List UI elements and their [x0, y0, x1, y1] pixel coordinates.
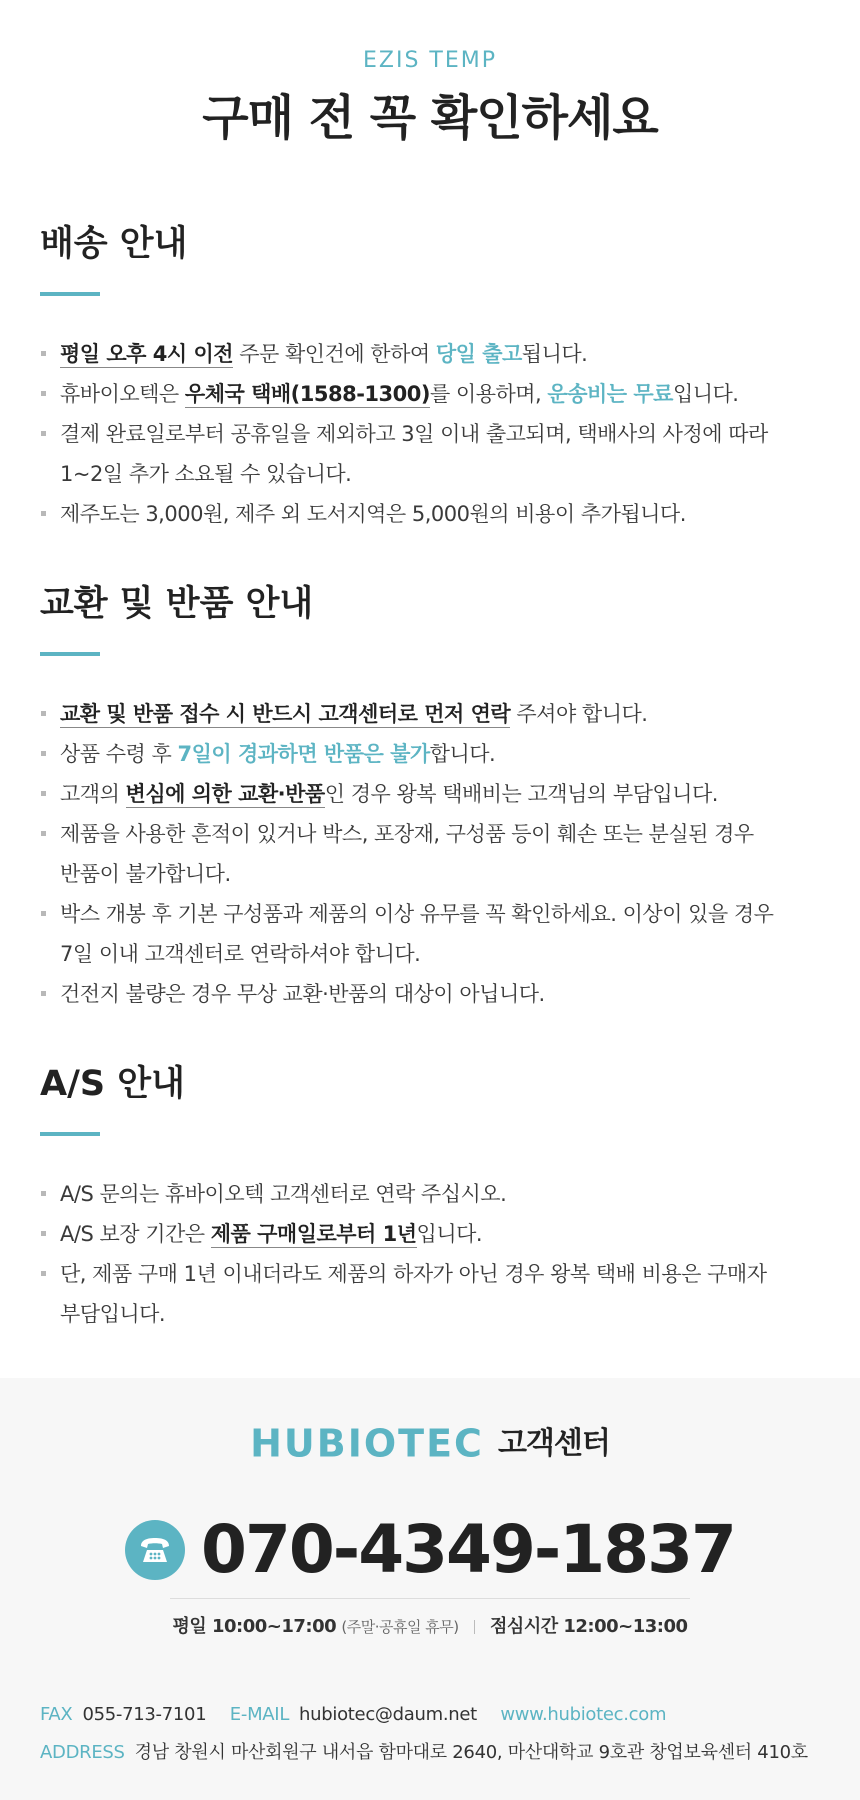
weekday-hours: 평일 10:00~17:00	[172, 1616, 337, 1637]
business-hours	[0, 1612, 860, 1642]
item-text: 됩니다.	[521, 342, 588, 366]
emphasis-text: 제품 구매일로부터 1년	[210, 1222, 417, 1246]
exchange-section	[0, 582, 860, 1014]
as-title: A/S 안내	[40, 1064, 185, 1104]
website-link[interactable]: www.hubiotec.com	[500, 1704, 667, 1725]
list-item	[40, 494, 820, 534]
email-link[interactable]: hubiotec@daum.net	[299, 1704, 477, 1725]
list-item	[40, 334, 820, 374]
email-label: E-MAIL	[229, 1704, 290, 1725]
item-text: 입니다.	[416, 1222, 483, 1246]
address-text: 경남 창원시 마산회원구 내서읍 함마대로 2640, 마산대학교 9호관 창업보육센터 410호	[134, 1742, 808, 1763]
page-title: 구매 전 꼭 확인하세요	[202, 90, 658, 146]
shipping-list	[40, 334, 820, 534]
accent-text: 운송비는 무료	[547, 382, 673, 406]
list-item	[40, 774, 820, 814]
item-text: 단, 제품 구매 1년 이내더라도 제품의 하자가 아닌 경우 왕복 택배 비용은 구매자	[60, 1262, 767, 1286]
item-text: 반품이 불가합니다.	[60, 862, 231, 886]
item-text: 합니다.	[429, 742, 496, 766]
address-line	[40, 1738, 808, 1768]
item-text: 입니다.	[672, 382, 739, 406]
item-text: 7일 이내 고객센터로 연락하셔야 합니다.	[60, 942, 421, 966]
fax-number: 055-713-7101	[82, 1704, 207, 1725]
item-text: 상품 수령 후	[60, 742, 178, 766]
list-item	[40, 814, 820, 894]
list-item	[40, 1174, 820, 1214]
company-logo: HUBIOTEC	[250, 1421, 484, 1466]
separator	[474, 1620, 475, 1634]
item-text: 박스 개봉 후 기본 구성품과 제품의 이상 유무를 꼭 확인하세요. 이상이 있을 경우	[60, 902, 774, 926]
lunch-hours: 점심시간 12:00~13:00	[490, 1616, 688, 1637]
list-item	[40, 894, 820, 974]
shipping-title: 배송 안내	[40, 224, 188, 264]
item-text: 인 경우 왕복 택배비는 고객님의 부담입니다.	[324, 782, 718, 806]
as-section	[0, 1062, 860, 1334]
item-text: 고객의	[60, 782, 126, 806]
item-text: 를 이용하며,	[429, 382, 548, 406]
accent-text: 당일 출고	[435, 342, 522, 366]
customer-center-heading	[0, 1418, 860, 1468]
item-text: 결제 완료일로부터 공휴일을 제외하고 3일 이내 출고되며, 택배사의 사정에 따라	[60, 422, 768, 446]
as-list	[40, 1174, 820, 1334]
section-underline	[40, 292, 100, 296]
item-text: 부담입니다.	[60, 1302, 166, 1326]
emphasis-text: 변심에 의한 교환·반품	[125, 782, 325, 806]
item-text: 제주도는 3,000원, 제주 외 도서지역은 5,000원의 비용이 추가됩니다.	[60, 502, 686, 526]
list-item	[40, 974, 820, 1014]
list-item	[40, 1254, 820, 1334]
item-text: 1~2일 추가 소요될 수 있습니다.	[60, 462, 352, 486]
phone-number[interactable]: 070-4349-1837	[201, 1511, 735, 1588]
item-text: 제품을 사용한 흔적이 있거나 박스, 포장재, 구성품 등이 훼손 또는 분실된 경우	[60, 822, 754, 846]
holiday-note: (주말·공휴일 휴무)	[341, 1618, 459, 1636]
emphasis-text: 우체국 택배(1588-1300)	[184, 382, 430, 406]
item-text: 휴바이오텍은	[60, 382, 185, 406]
fax-label: FAX	[40, 1704, 73, 1725]
accent-text: 7일이 경과하면 반품은 불가	[177, 742, 430, 766]
address-label: ADDRESS	[40, 1742, 125, 1763]
phone-icon	[125, 1520, 185, 1580]
emphasis-text: 교환 및 반품 접수 시 반드시 고객센터로 먼저 연락	[60, 702, 511, 726]
exchange-list	[40, 694, 820, 1014]
item-text: A/S 문의는 휴바이오텍 고객센터로 연락 주십시오.	[60, 1182, 507, 1206]
customer-center-label: 고객센터	[497, 1425, 610, 1461]
phone-row	[0, 1510, 860, 1590]
list-item	[40, 414, 820, 494]
section-underline	[40, 652, 100, 656]
emphasis-text: 평일 오후 4시 이전	[60, 342, 234, 366]
section-underline	[40, 1132, 100, 1136]
item-text: 주문 확인건에 한하여	[233, 342, 436, 366]
item-text: 주셔야 합니다.	[510, 702, 648, 726]
list-item	[40, 1214, 820, 1254]
list-item	[40, 694, 820, 734]
list-item	[40, 374, 820, 414]
item-text: 건전지 불량은 경우 무상 교환·반품의 대상이 아닙니다.	[60, 982, 545, 1006]
shipping-section	[0, 222, 860, 534]
brand-logo: EZIS TEMP	[362, 48, 497, 73]
exchange-title: 교환 및 반품 안내	[40, 584, 314, 624]
contact-line	[40, 1700, 666, 1730]
customer-center-footer	[0, 1378, 860, 1800]
page-header	[0, 0, 860, 148]
item-text: A/S 보장 기간은	[60, 1222, 211, 1246]
divider	[170, 1598, 690, 1599]
list-item	[40, 734, 820, 774]
